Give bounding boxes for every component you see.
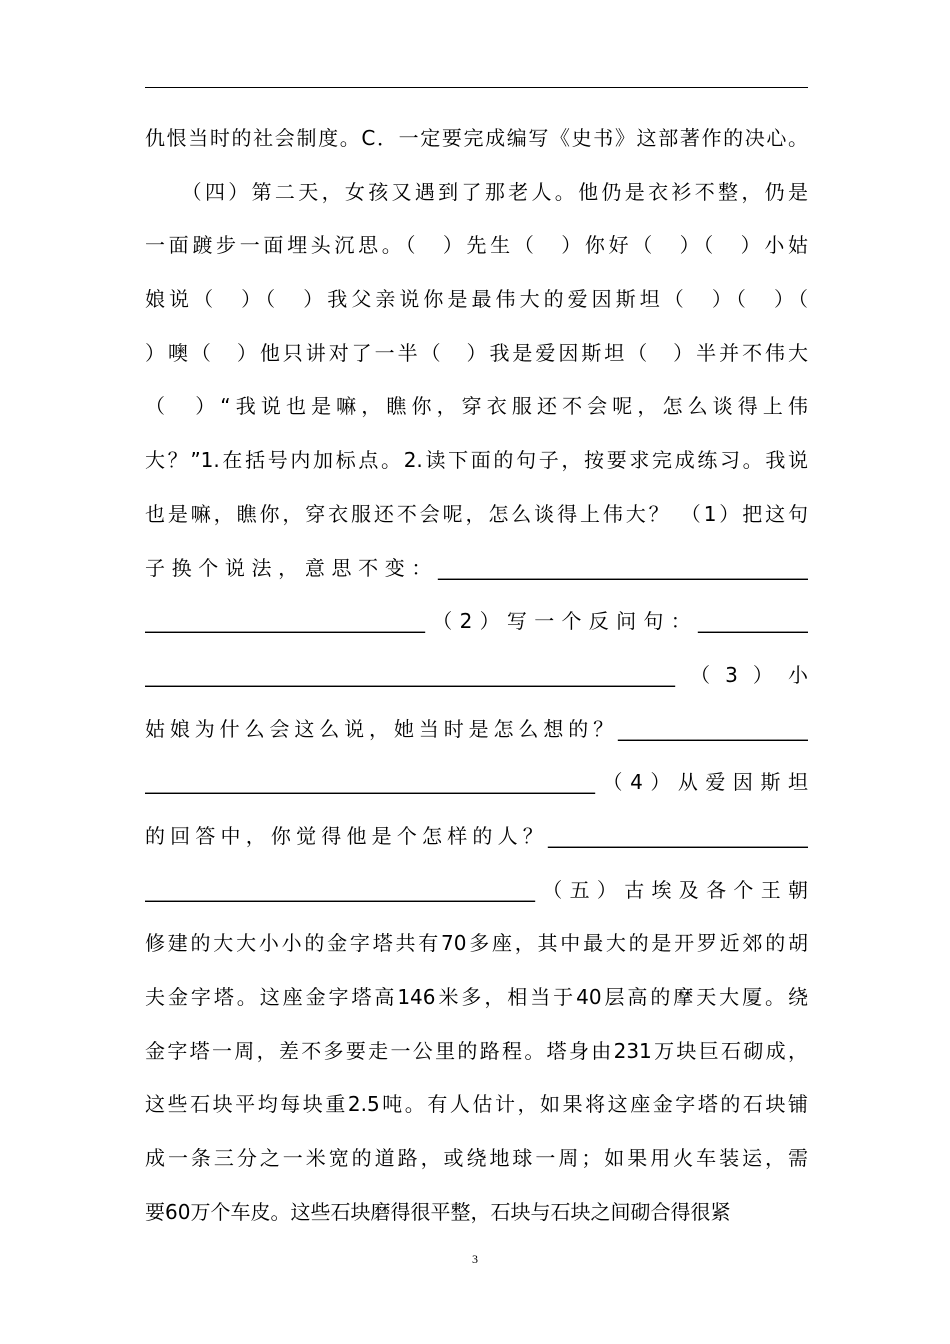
text-line: （ ）“我说也是嘛，瞧你，穿衣服还不会呢，怎么谈得上伟: [145, 394, 808, 419]
text-line: 大？”1.在括号内加标点。2.读下面的句子，按要求完成练习。我说: [145, 448, 808, 473]
text-line: _____________________________________________（4）从爱因斯坦: [145, 770, 808, 795]
text-line: 要60万个车皮。这些石块磨得很平整，石块与石块之间砌合得很紧: [145, 1199, 731, 1224]
text-line: 成一条三分之一米宽的道路，或绕地球一周；如果用火车装运，需: [145, 1146, 808, 1171]
text-line: 修建的大大小小的金字塔共有70多座，其中最大的是开罗近郊的胡: [145, 931, 808, 956]
text-line: 的回答中，你觉得他是个怎样的人？__________________________: [145, 823, 808, 848]
text-line: 金字塔一周，差不多要走一公里的路程。塔身由231万块巨石砌成，: [145, 1038, 808, 1063]
text-line: 夫金字塔。这座金字塔高146米多，相当于40层高的摩天大厦。绕: [145, 985, 808, 1009]
text-line: _______________________________________（五）古埃及各个王朝: [145, 877, 808, 902]
text-line: 仇恨当时的社会制度。C．一定要完成编写《史书》这部著作的决心。: [145, 126, 808, 150]
text-line: 子换个说法，意思不变：_____________________________________: [145, 555, 808, 580]
text-line: 这些石块平均每块重2.5吨。有人估计，如果将这座金字塔的石块铺: [145, 1092, 808, 1117]
text-line: （四）第二天，女孩又遇到了那老人。他仍是衣衫不整，仍是: [145, 179, 808, 204]
text-line: 一面踱步一面埋头沉思。（ ）先生（ ）你好（ ）（ ）小姑: [145, 233, 808, 258]
text-line: 娘说（ ）（ ）我父亲说你是最伟大的爱因斯坦（ ）（ ）（: [145, 287, 808, 312]
body-text: [145, 118, 808, 1245]
text-line: ）噢（ ）他只讲对了一半（ ）我是爱因斯坦（ ）半并不伟大: [145, 340, 808, 365]
page-number: 3: [472, 1252, 478, 1266]
text-line: _____________________________________________________（3）小: [145, 662, 808, 687]
text-line: 姑娘为什么会这么说，她当时是怎么想的？___________________: [145, 716, 808, 741]
text-line: ____________________________（2）写一个反问句：___________: [145, 609, 808, 634]
header-rule: [145, 87, 808, 88]
text-line: 也是嘛，瞧你，穿衣服还不会呢，怎么谈得上伟大？ （1）把这句: [145, 501, 808, 526]
